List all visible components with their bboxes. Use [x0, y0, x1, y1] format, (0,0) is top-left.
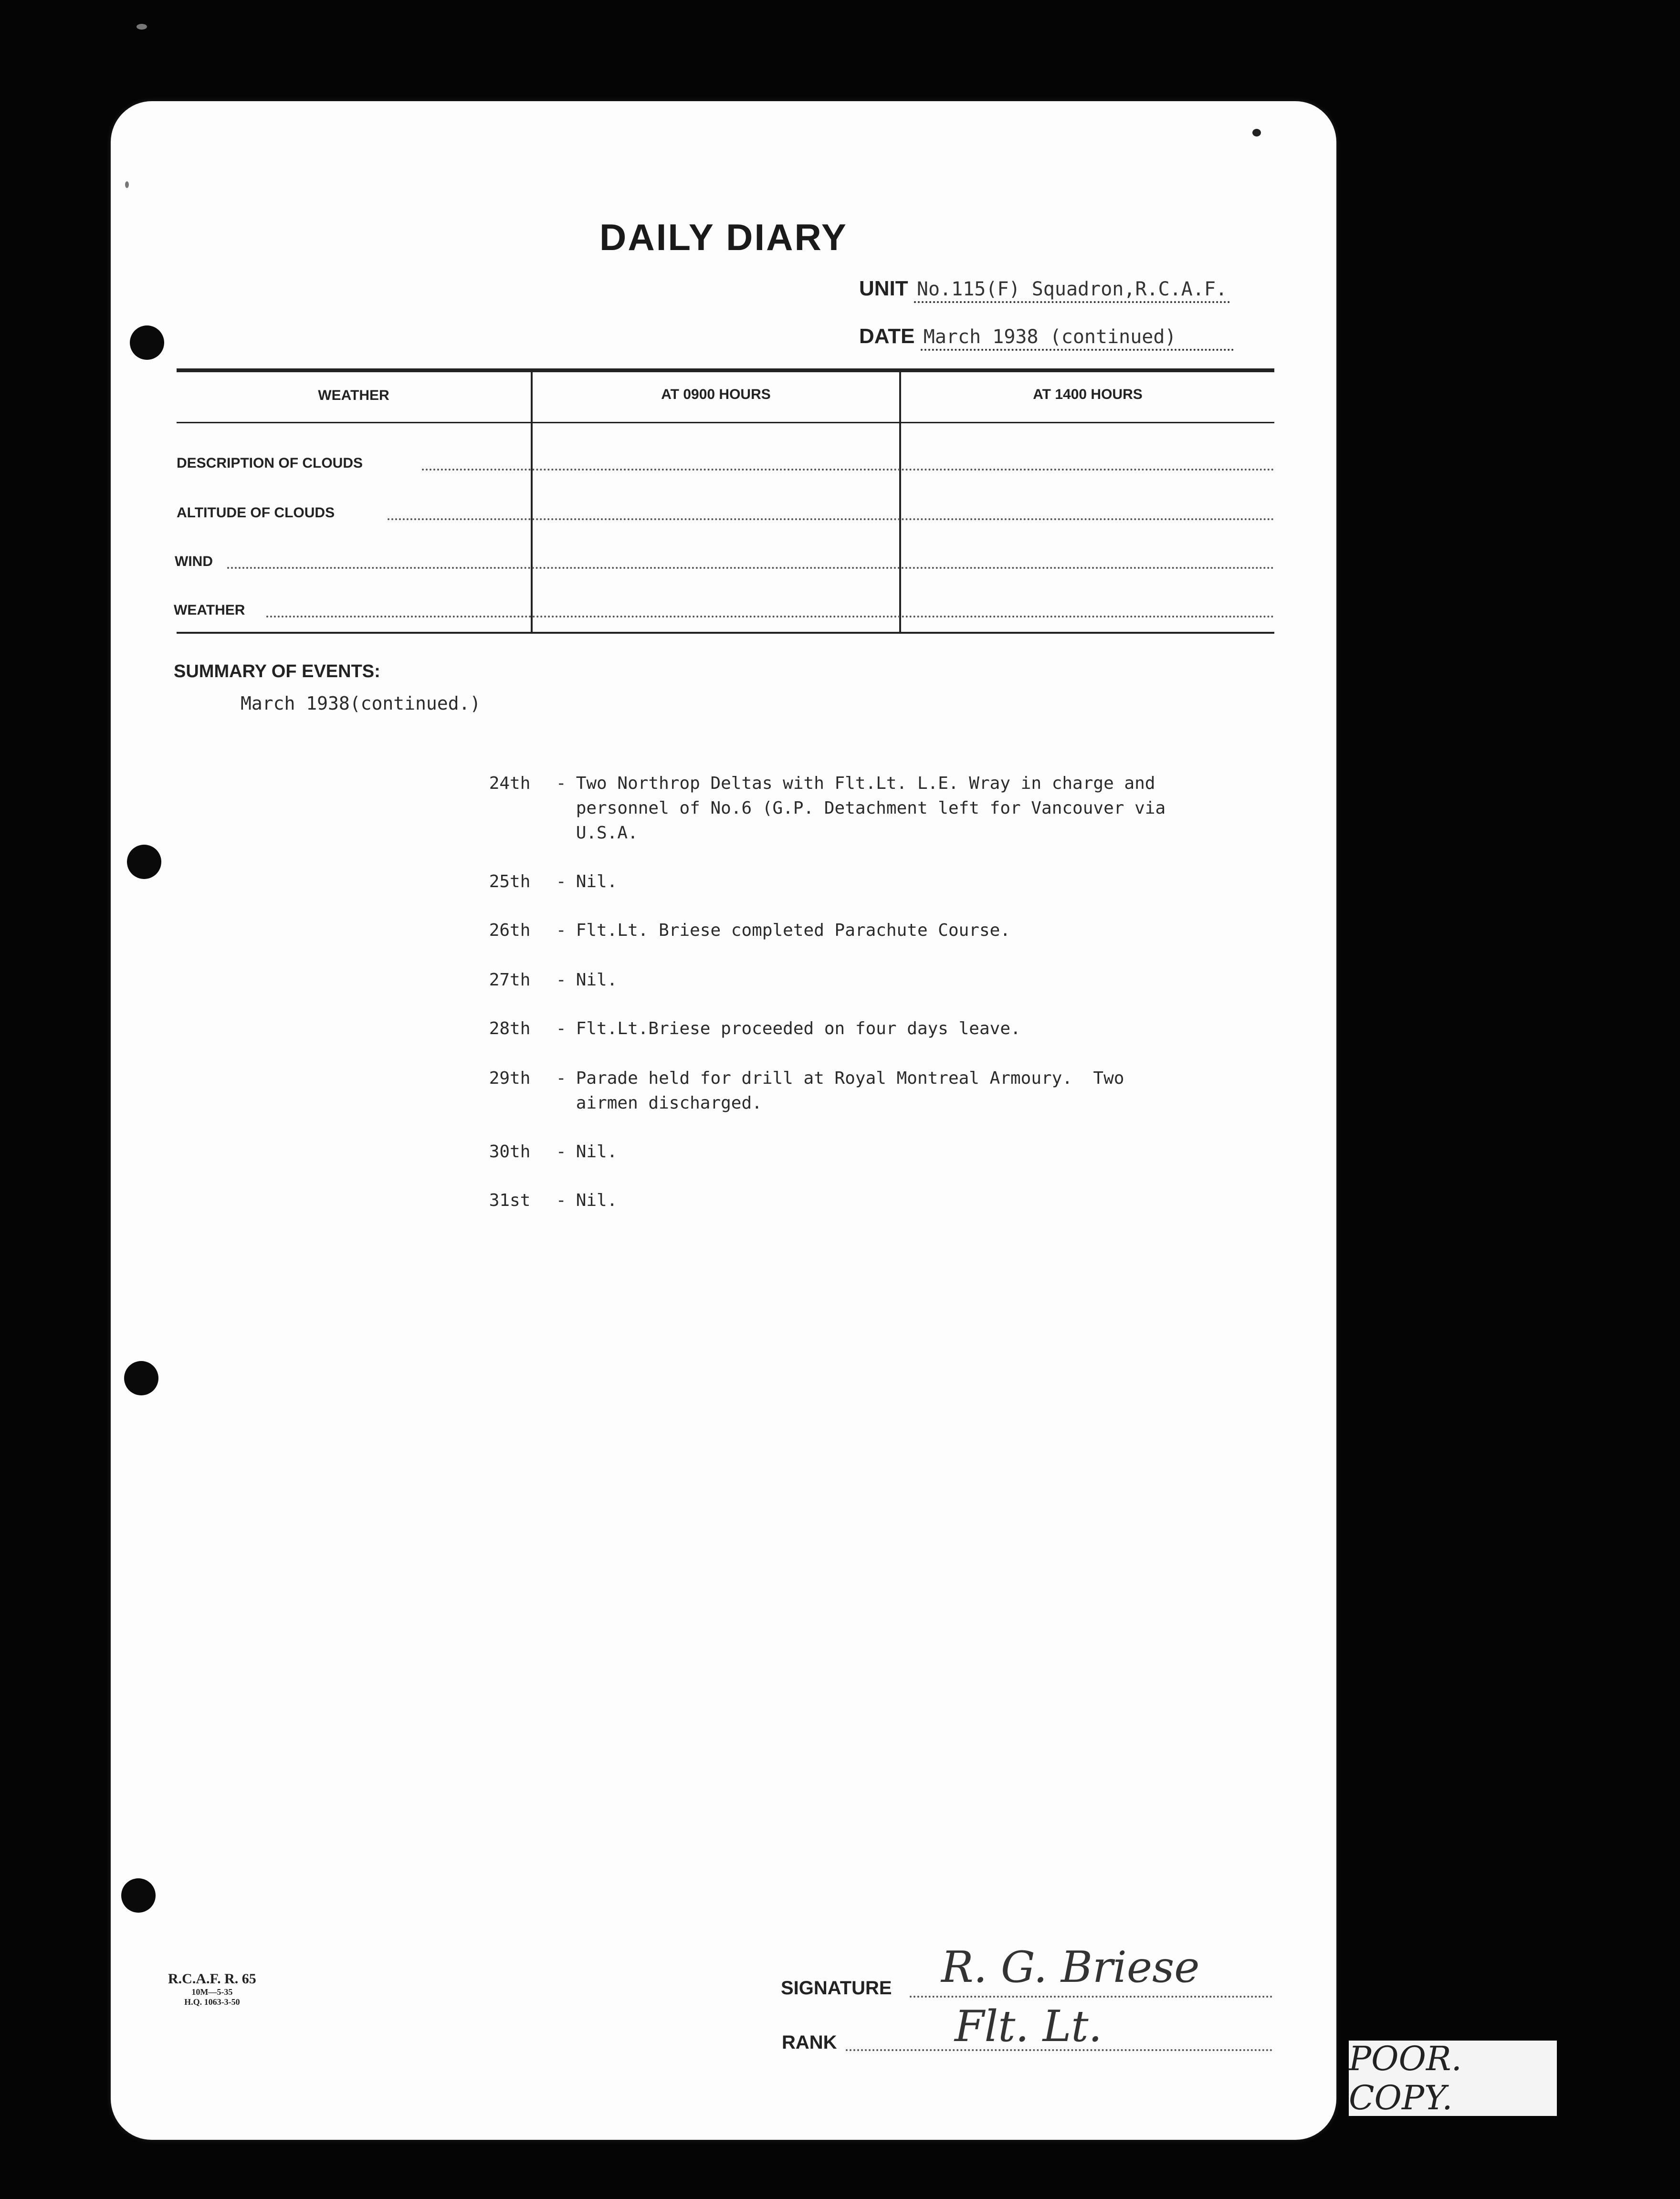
entry-text: Nil. [576, 872, 618, 891]
entry-date: 24th [489, 774, 531, 793]
row-dots [388, 518, 1274, 520]
row-label-wind: WIND [175, 554, 213, 569]
entry-separator: - [556, 1068, 567, 1088]
entry-date: 30th [489, 1142, 531, 1162]
entry-separator: - [556, 1142, 567, 1162]
date-label: DATE [859, 325, 915, 348]
summary-heading: SUMMARY OF EVENTS: [174, 661, 380, 681]
table-col-divider [899, 372, 901, 633]
entry-date: 28th [489, 1019, 531, 1038]
entry-text: Flt.Lt. Briese completed Parachute Course. [576, 921, 1011, 940]
form-code-main: R.C.A.F. R. 65 [168, 1971, 256, 1987]
binder-hole [121, 1878, 156, 1913]
entry-text: Flt.Lt.Briese proceeded on four days leave. [576, 1019, 1021, 1038]
form-code-sub: H.Q. 1063-3-50 [184, 1997, 240, 2007]
table-col-divider [531, 372, 533, 633]
rank-handwriting: Flt. Lt. [955, 2001, 1102, 2052]
entry-date: 27th [489, 970, 531, 990]
entry-text: Nil. [576, 1142, 618, 1162]
entry-date: 26th [489, 921, 531, 940]
form-code [168, 1971, 256, 2007]
unit-label: UNIT [859, 277, 908, 300]
signature-line [910, 1996, 1272, 1998]
table-top-rule [177, 368, 1274, 372]
col-weather: WEATHER [318, 387, 389, 403]
entry-date: 29th [489, 1068, 531, 1088]
entry-separator: - [556, 970, 567, 990]
rank-label: RANK [782, 2032, 837, 2053]
signature-handwriting: R. G. Briese [941, 1942, 1200, 1992]
form-code-sub: 10M—5-35 [191, 1987, 233, 1997]
entry-text: Nil. [576, 970, 618, 990]
row-dots [422, 469, 1274, 471]
unit-line [859, 277, 1230, 303]
binder-hole [127, 845, 161, 879]
entry-text: Parade held for drill at Royal Montreal Armoury. Two airmen discharged. [576, 1068, 1124, 1113]
entry-separator: - [556, 774, 567, 793]
diary-page [111, 101, 1336, 2140]
entry-separator: - [556, 872, 567, 891]
entry-text: Two Northrop Deltas with Flt.Lt. L.E. Wray in charge and personnel of No.6 (G.P. Detachment left for Vancouver via U.S.A. [576, 774, 1166, 843]
col-0900: AT 0900 HOURS [661, 387, 771, 402]
diary-entry [448, 1163, 617, 1238]
scan-speck [136, 24, 147, 30]
entry-separator: - [556, 1191, 567, 1210]
table-header-rule [177, 422, 1274, 423]
date-value: March 1938 (continued) [921, 326, 1234, 351]
scan-speck [1252, 129, 1261, 136]
scan-speck [125, 181, 129, 188]
row-label-weather: WEATHER [174, 602, 245, 618]
entry-text: Nil. [576, 1191, 618, 1210]
poor-copy-stamp: POOR. COPY. [1349, 2041, 1557, 2116]
date-line [859, 325, 1234, 351]
binder-hole [124, 1361, 158, 1395]
row-dots [227, 567, 1274, 569]
signature-label: SIGNATURE [781, 1978, 892, 1999]
unit-value: No.115(F) Squadron,R.C.A.F. [914, 278, 1230, 303]
binder-hole [130, 325, 164, 360]
entry-separator: - [556, 1019, 567, 1038]
row-label-altitude-of-clouds: ALTITUDE OF CLOUDS [177, 505, 335, 521]
entry-separator: - [556, 921, 567, 940]
entry-date: 25th [489, 872, 531, 891]
entry-date: 31st [489, 1191, 531, 1210]
table-bottom-rule [177, 632, 1274, 634]
col-1400: AT 1400 HOURS [1033, 387, 1143, 402]
summary-subheading: March 1938(continued.) [241, 693, 481, 714]
row-label-description-of-clouds: DESCRIPTION OF CLOUDS [177, 455, 363, 471]
page-title: DAILY DIARY [599, 216, 848, 258]
row-dots [266, 616, 1274, 618]
